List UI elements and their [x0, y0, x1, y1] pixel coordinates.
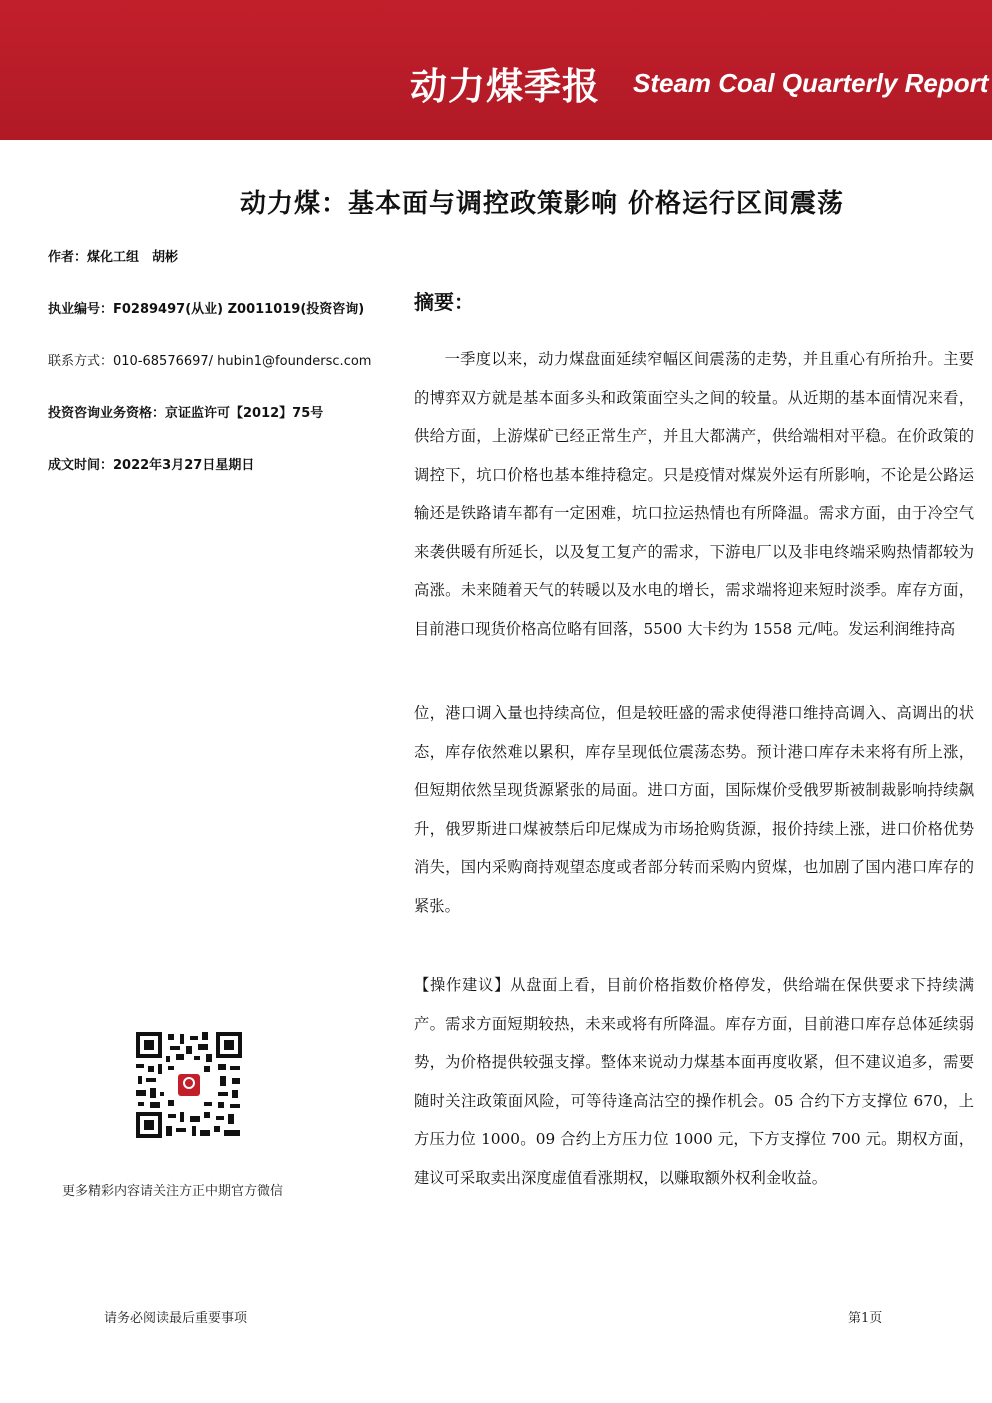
meta-contact: 联系方式：010-68576697/ hubin1@foundersc.com [48, 354, 372, 369]
meta-qualification: 投资咨询业务资格：京证监许可【2012】75号 [48, 406, 324, 421]
meta-license: 执业编号：F0289497(从业) Z0011019(投资咨询) [48, 302, 365, 317]
report-title: 动力煤：基本面与调控政策影响 价格运行区间震荡 [239, 189, 845, 219]
footer-notice: 请务必阅读最后重要事项 [104, 1311, 248, 1326]
header-banner [0, 0, 992, 140]
qr-caption: 更多精彩内容请关注方正中期官方微信 [62, 1184, 284, 1199]
qr-code-icon [134, 1030, 244, 1140]
banner-title-en: Steam Coal Quarterly Report [633, 68, 989, 98]
meta-author: 作者：煤化工组 胡彬 [48, 250, 179, 265]
summary-paragraph-1-cont: 位，港口调入量也持续高位，但是较旺盛的需求使得港口维持高调入、高调出的状态，库存依然难以累积，库存呈现低位震荡态势。预计港口库存未来将有所上涨，但短期依然呈现货源紧张的局面。进口方面，国际煤价受俄罗斯被制裁影响持续飙升，俄罗斯进口煤被禁后印尼煤成为市场抢购货源，报价持续上涨，进口价格优势消失，国内采购商持观望态度或者部分转而采购内贸煤，也加剧了国内港口库存的紧张。 [414, 704, 974, 915]
banner-title-cn: 动力煤季报 [410, 65, 600, 108]
footer-page-number: 第1页 [848, 1311, 883, 1326]
summary-paragraph-1: 一季度以来，动力煤盘面延续窄幅区间震荡的走势，并且重心有所抬升。主要的博弈双方就是基本面多头和政策面空头之间的较量。从近期的基本面情况来看，供给方面，上游煤矿已经正常生产，并且大都满产，供给端相对平稳。在价政策的调控下，坑口价格也基本维持稳定。只是疫情对煤炭外运有所影响，不论是公路运输还是铁路请车都有一定困难，坑口拉运热情也有所降温。需求方面，由于冷空气来袭供暖有所延长，以及复工复产的需求，下游电厂以及非电终端采购热情都较为高涨。未来随着天气的转暖以及水电的增长，需求端将迎来短时淡季。库存方面，目前港口现货价格高位略有回落，5500 大卡约为 1558 元/吨。发运利润维持高 [414, 350, 974, 638]
summary-heading: 摘要： [414, 290, 474, 314]
operation-advice-paragraph: 【操作建议】从盘面上看，目前价格指数价格停发，供给端在保供要求下持续满产。需求方面短期较热，未来或将有所降温。库存方面，目前港口库存总体延续弱势，为价格提供较强支撑。整体来说动力煤基本面再度收紧，但不建议追多，需要随时关注政策面风险，可等待逢高沽空的操作机会。05 合约下方支撑位 670，上方压力位 1000。09 合约上方压力位 1000 元，下方支撑位 700 元。期权方面，建议可采取卖出深度虚值看涨期权，以赚取额外权利金收益。 [414, 976, 974, 1187]
meta-date: 成文时间：2022年3月27日星期日 [48, 458, 255, 473]
